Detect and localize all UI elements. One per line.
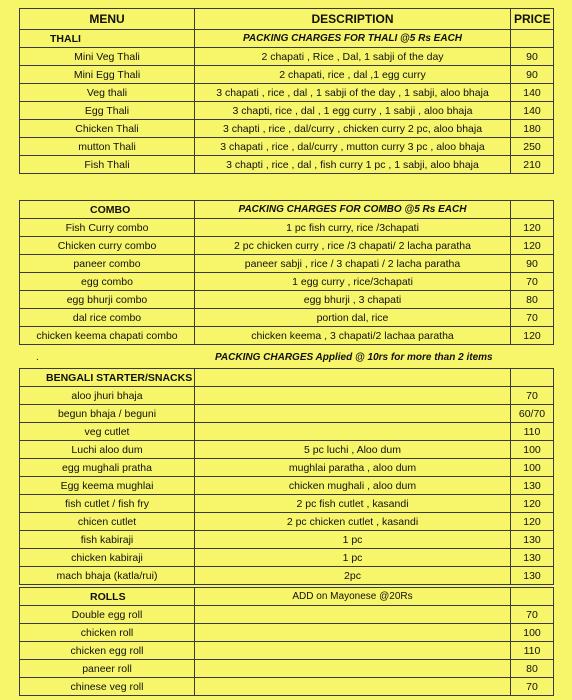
item-name: mach bhaja (katla/rui) <box>20 567 195 585</box>
item-price: 70 <box>511 273 554 291</box>
item-price: 90 <box>511 255 554 273</box>
menu-item-row <box>20 327 554 345</box>
rolls-table <box>19 587 554 696</box>
item-name: Mini Veg Thali <box>20 48 195 66</box>
item-description: 1 pc fish curry, rice /3chapati <box>195 219 511 237</box>
item-description <box>195 660 511 678</box>
menu-item-row <box>20 477 554 495</box>
section-header-row <box>20 588 554 606</box>
section-header-row <box>20 201 554 219</box>
section-title: THALI <box>20 30 195 48</box>
starter-packing-note: PACKING CHARGES Applied @ 10rs for more than 2 items <box>215 352 493 363</box>
item-description <box>195 405 511 423</box>
item-description <box>195 606 511 624</box>
item-name: fish cutlet / fish fry <box>20 495 195 513</box>
menu-column-header: MENU <box>20 9 195 30</box>
item-name: aloo jhuri bhaja <box>20 387 195 405</box>
menu-item-row <box>20 120 554 138</box>
item-description: chicken mughali , aloo dum <box>195 477 511 495</box>
item-name: fish kabiraji <box>20 531 195 549</box>
item-description: egg bhurji , 3 chapati <box>195 291 511 309</box>
item-price: 130 <box>511 477 554 495</box>
menu-item-row <box>20 642 554 660</box>
item-price: 250 <box>511 138 554 156</box>
item-name: Luchi aloo dum <box>20 441 195 459</box>
item-description: 1 egg curry , rice/3chapati <box>195 273 511 291</box>
item-price: 100 <box>511 624 554 642</box>
menu-item-row <box>20 156 554 174</box>
item-name: dal rice combo <box>20 309 195 327</box>
item-description: 3 chapati , rice , dal , 1 sabji of the day , 1 sabji, aloo bhaja <box>195 84 511 102</box>
item-description: chicken keema , 3 chapati/2 lachaa paratha <box>195 327 511 345</box>
item-name: Chicken curry combo <box>20 237 195 255</box>
item-price: 120 <box>511 237 554 255</box>
item-name: Mini Egg Thali <box>20 66 195 84</box>
menu-item-row <box>20 66 554 84</box>
section-header-row <box>20 369 554 387</box>
item-name: Veg thali <box>20 84 195 102</box>
item-name: egg bhurji combo <box>20 291 195 309</box>
item-price: 100 <box>511 459 554 477</box>
item-description <box>195 642 511 660</box>
item-price: 70 <box>511 309 554 327</box>
item-price: 180 <box>511 120 554 138</box>
section-note: PACKING CHARGES FOR COMBO @5 Rs EACH <box>195 201 511 219</box>
item-name: paneer roll <box>20 660 195 678</box>
menu-item-row <box>20 84 554 102</box>
item-description: 3 chapti , rice , dal/curry , chicken curry 2 pc, aloo bhaja <box>195 120 511 138</box>
menu-item-row <box>20 513 554 531</box>
menu-item-row <box>20 549 554 567</box>
item-description: 2 pc fish cutlet , kasandi <box>195 495 511 513</box>
item-name: Chicken Thali <box>20 120 195 138</box>
item-description <box>195 387 511 405</box>
item-name: Fish Thali <box>20 156 195 174</box>
item-description: 3 chapti , rice , dal , fish curry 1 pc , 1 sabji, aloo bhaja <box>195 156 511 174</box>
menu-item-row <box>20 423 554 441</box>
item-name: egg combo <box>20 273 195 291</box>
item-name: Fish Curry combo <box>20 219 195 237</box>
menu-item-row <box>20 138 554 156</box>
item-price: 80 <box>511 660 554 678</box>
item-price: 110 <box>511 642 554 660</box>
item-price: 110 <box>511 423 554 441</box>
item-price: 100 <box>511 441 554 459</box>
item-name: Egg keema mughlai <box>20 477 195 495</box>
description-column-header: DESCRIPTION <box>195 9 511 30</box>
item-price: 90 <box>511 48 554 66</box>
menu-item-row <box>20 237 554 255</box>
menu-item-row <box>20 606 554 624</box>
menu-item-row <box>20 255 554 273</box>
menu-item-row <box>20 441 554 459</box>
item-description: paneer sabji , rice / 3 chapati / 2 lacha paratha <box>195 255 511 273</box>
item-price: 120 <box>511 495 554 513</box>
item-description: 1 pc <box>195 531 511 549</box>
item-price: 130 <box>511 549 554 567</box>
item-description: 2pc <box>195 567 511 585</box>
item-name: Double egg roll <box>20 606 195 624</box>
item-description: mughlai paratha , aloo dum <box>195 459 511 477</box>
menu-item-row <box>20 531 554 549</box>
item-description <box>195 678 511 696</box>
starter-table <box>19 368 554 585</box>
item-price: 120 <box>511 219 554 237</box>
section-note: PACKING CHARGES FOR THALI @5 Rs EACH <box>195 30 511 48</box>
price-column-header: PRICE <box>511 9 554 30</box>
item-name: veg cutlet <box>20 423 195 441</box>
item-price: 60/70 <box>511 405 554 423</box>
item-description: 2 chapati, rice , dal ,1 egg curry <box>195 66 511 84</box>
item-description: 2 chapati , Rice , Dal, 1 sabji of the day <box>195 48 511 66</box>
item-price: 210 <box>511 156 554 174</box>
menu-item-row <box>20 405 554 423</box>
item-name: begun bhaja / beguni <box>20 405 195 423</box>
item-name: chicken egg roll <box>20 642 195 660</box>
item-name: chicen cutlet <box>20 513 195 531</box>
item-price: 80 <box>511 291 554 309</box>
menu-item-row <box>20 678 554 696</box>
menu-item-row <box>20 567 554 585</box>
menu-item-row <box>20 624 554 642</box>
section-title: BENGALI STARTER/SNACKS <box>20 369 195 387</box>
item-price: 90 <box>511 66 554 84</box>
item-name: paneer combo <box>20 255 195 273</box>
menu-item-row <box>20 273 554 291</box>
menu-item-row <box>20 48 554 66</box>
item-name: chicken keema chapati combo <box>20 327 195 345</box>
item-price: 120 <box>511 513 554 531</box>
item-description: 2 pc chicken curry , rice /3 chapati/ 2 lacha paratha <box>195 237 511 255</box>
item-price: 120 <box>511 327 554 345</box>
item-price: 130 <box>511 567 554 585</box>
column-header-row <box>20 9 554 30</box>
item-description: 5 pc luchi , Aloo dum <box>195 441 511 459</box>
item-description <box>195 624 511 642</box>
menu-item-row <box>20 291 554 309</box>
item-price: 70 <box>511 606 554 624</box>
item-price: 140 <box>511 102 554 120</box>
section-note: ADD on Mayonese @20Rs <box>195 588 511 606</box>
menu-item-row <box>20 459 554 477</box>
menu-item-row <box>20 102 554 120</box>
item-description: 2 pc chicken cutlet , kasandi <box>195 513 511 531</box>
item-price: 70 <box>511 678 554 696</box>
item-name: egg mughali pratha <box>20 459 195 477</box>
stray-dot: . <box>36 352 39 363</box>
item-price: 70 <box>511 387 554 405</box>
menu-item-row <box>20 660 554 678</box>
section-header-row <box>20 30 554 48</box>
menu-item-row <box>20 309 554 327</box>
thali-table <box>19 8 554 174</box>
item-name: chicken roll <box>20 624 195 642</box>
menu-item-row <box>20 219 554 237</box>
item-name: chinese veg roll <box>20 678 195 696</box>
menu-item-row <box>20 387 554 405</box>
item-description: 1 pc <box>195 549 511 567</box>
menu-item-row <box>20 495 554 513</box>
combo-table <box>19 200 554 345</box>
item-name: Egg Thali <box>20 102 195 120</box>
item-description: portion dal, rice <box>195 309 511 327</box>
item-description: 3 chapti, rice , dal , 1 egg curry , 1 sabji , aloo bhaja <box>195 102 511 120</box>
item-price: 140 <box>511 84 554 102</box>
item-name: mutton Thali <box>20 138 195 156</box>
item-name: chicken kabiraji <box>20 549 195 567</box>
section-title: ROLLS <box>20 588 195 606</box>
item-price: 130 <box>511 531 554 549</box>
section-title: COMBO <box>20 201 195 219</box>
item-description: 3 chapati , rice , dal/curry , mutton curry 3 pc , aloo bhaja <box>195 138 511 156</box>
item-description <box>195 423 511 441</box>
